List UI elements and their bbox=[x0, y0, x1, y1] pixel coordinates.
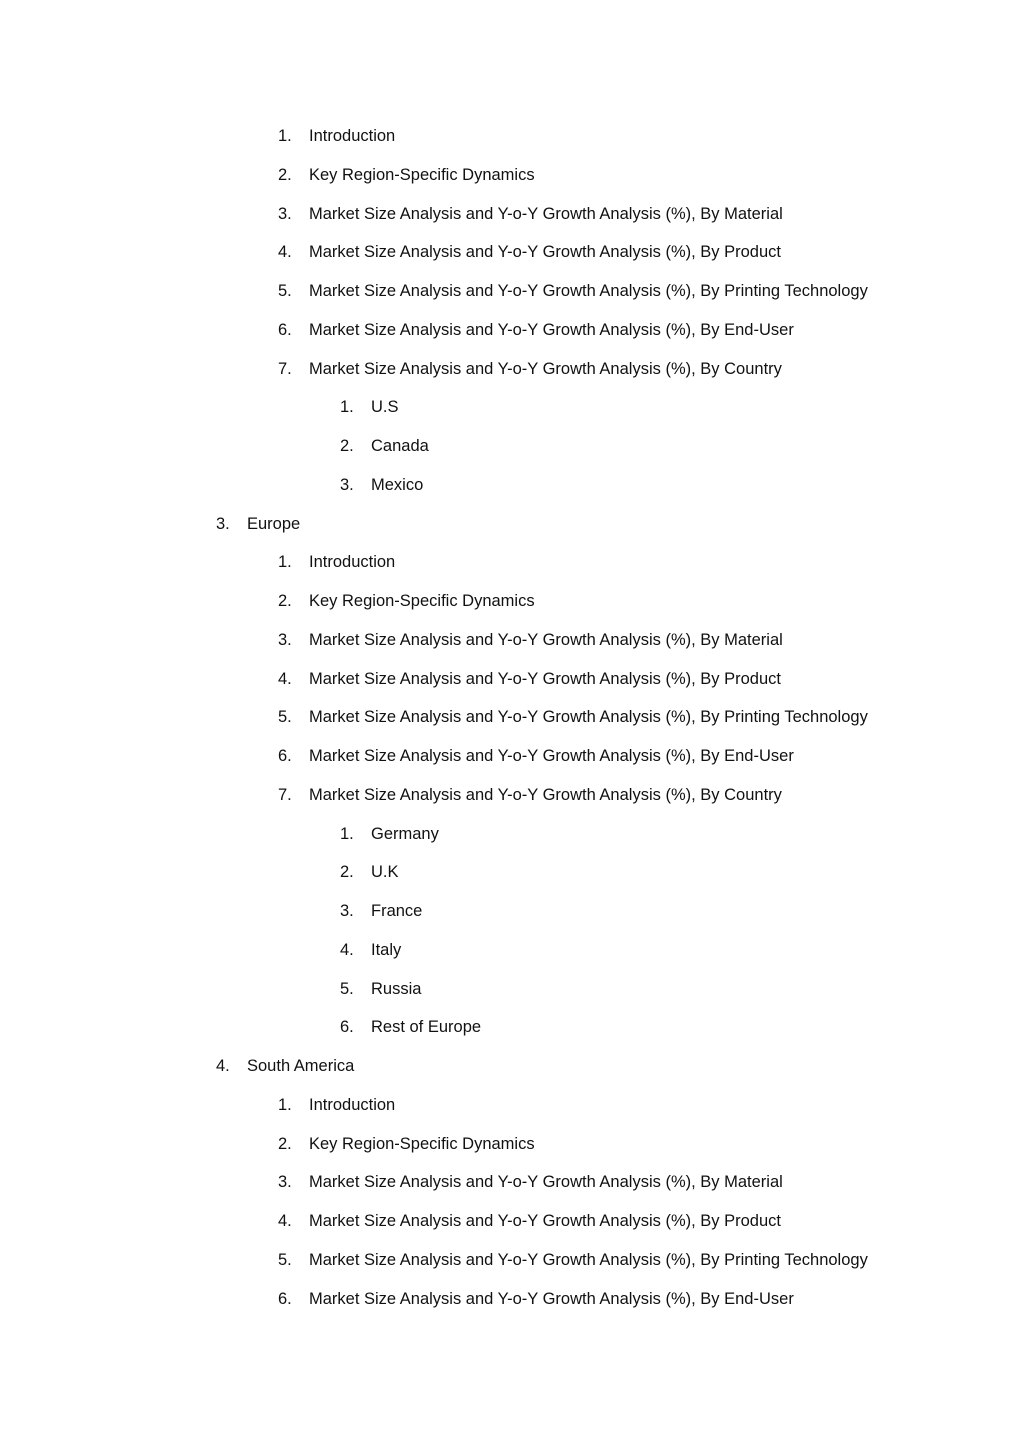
toc-item-text: Canada bbox=[371, 437, 429, 455]
toc-item-text: Market Size Analysis and Y-o-Y Growth Analysis (%), By Country bbox=[309, 785, 782, 804]
toc-item-text: Key Region-Specific Dynamics bbox=[309, 592, 535, 610]
toc-item-text: Market Size Analysis and Y-o-Y Growth Analysis (%), By Product bbox=[309, 669, 781, 688]
toc-item-text: Mexico bbox=[371, 475, 424, 494]
toc-item-number: 3. bbox=[340, 902, 354, 920]
toc-item-text: Germany bbox=[371, 824, 439, 843]
toc-item-number: 4. bbox=[216, 1057, 230, 1075]
toc-item-number: 1. bbox=[278, 1095, 292, 1114]
toc-item-text: France bbox=[371, 902, 423, 920]
toc-item-text: Market Size Analysis and Y-o-Y Growth Analysis (%), By Printing Technology bbox=[309, 282, 868, 300]
toc-item-text: Market Size Analysis and Y-o-Y Growth Analysis (%), By Printing Technology bbox=[309, 1250, 868, 1269]
toc-item-text: Russia bbox=[371, 979, 422, 998]
toc-item-text: South America bbox=[247, 1057, 355, 1075]
toc-item-text: Market Size Analysis and Y-o-Y Growth Analysis (%), By Material bbox=[309, 1173, 783, 1192]
toc-item-number: 3. bbox=[340, 475, 354, 494]
toc-item-text: Market Size Analysis and Y-o-Y Growth Analysis (%), By Country bbox=[309, 359, 782, 378]
toc-item-number: 4. bbox=[340, 940, 354, 959]
toc-item-number: 6. bbox=[340, 1018, 354, 1037]
toc-item-number: 2. bbox=[340, 863, 354, 882]
toc-item-text: Introduction bbox=[309, 553, 396, 572]
toc-item-number: 1. bbox=[278, 127, 292, 145]
toc-item-text: U.K bbox=[371, 863, 399, 882]
toc-item-text: Key Region-Specific Dynamics bbox=[309, 165, 535, 184]
toc-item-text: Introduction bbox=[309, 1095, 396, 1114]
toc-item-number: 6. bbox=[278, 1289, 292, 1308]
toc-item-number: 3. bbox=[278, 1173, 292, 1192]
toc-item-number: 4. bbox=[278, 1212, 292, 1230]
toc-item-number: 1. bbox=[278, 553, 292, 572]
toc-item-text: Market Size Analysis and Y-o-Y Growth Analysis (%), By Product bbox=[309, 1212, 781, 1230]
toc-item-text: Introduction bbox=[309, 127, 396, 145]
toc-item-text: Rest of Europe bbox=[371, 1018, 482, 1037]
toc-item-text: Market Size Analysis and Y-o-Y Growth Analysis (%), By Material bbox=[309, 630, 783, 649]
toc-item-number: 5. bbox=[340, 979, 354, 998]
toc-item-number: 4. bbox=[278, 669, 292, 688]
toc-item-number: 5. bbox=[278, 708, 292, 727]
toc-item-text: Europe bbox=[247, 514, 301, 533]
toc-item-number: 5. bbox=[278, 1250, 292, 1269]
toc-item-number: 2. bbox=[278, 1134, 292, 1153]
toc-item-number: 1. bbox=[340, 398, 354, 417]
toc-item-text: Market Size Analysis and Y-o-Y Growth Analysis (%), By End-User bbox=[309, 1289, 794, 1308]
toc-item-number: 4. bbox=[278, 243, 292, 262]
toc-item-number: 3. bbox=[216, 514, 230, 533]
toc-item-number: 6. bbox=[278, 320, 292, 339]
toc-item-text: Market Size Analysis and Y-o-Y Growth Analysis (%), By Material bbox=[309, 204, 783, 223]
toc-item-number: 7. bbox=[278, 785, 292, 804]
toc-item-number: 1. bbox=[340, 824, 354, 843]
toc-item-number: 3. bbox=[278, 204, 292, 223]
toc-item-text: Market Size Analysis and Y-o-Y Growth Analysis (%), By Product bbox=[309, 243, 781, 262]
toc-item-text: Key Region-Specific Dynamics bbox=[309, 1134, 535, 1153]
toc-item-text: Market Size Analysis and Y-o-Y Growth Analysis (%), By End-User bbox=[309, 747, 794, 765]
toc-item-number: 6. bbox=[278, 747, 292, 765]
toc-item-number: 7. bbox=[278, 359, 292, 378]
toc-item-number: 2. bbox=[278, 165, 292, 184]
toc-item-number: 2. bbox=[278, 592, 292, 610]
toc-item-text: Market Size Analysis and Y-o-Y Growth Analysis (%), By End-User bbox=[309, 320, 794, 339]
toc-item-text: Market Size Analysis and Y-o-Y Growth Analysis (%), By Printing Technology bbox=[309, 708, 868, 727]
toc-item-number: 2. bbox=[340, 437, 354, 455]
toc-item-number: 3. bbox=[278, 630, 292, 649]
toc-item-number: 5. bbox=[278, 282, 292, 300]
toc-item-text: Italy bbox=[371, 940, 402, 959]
toc-item-text: U.S bbox=[371, 398, 399, 417]
